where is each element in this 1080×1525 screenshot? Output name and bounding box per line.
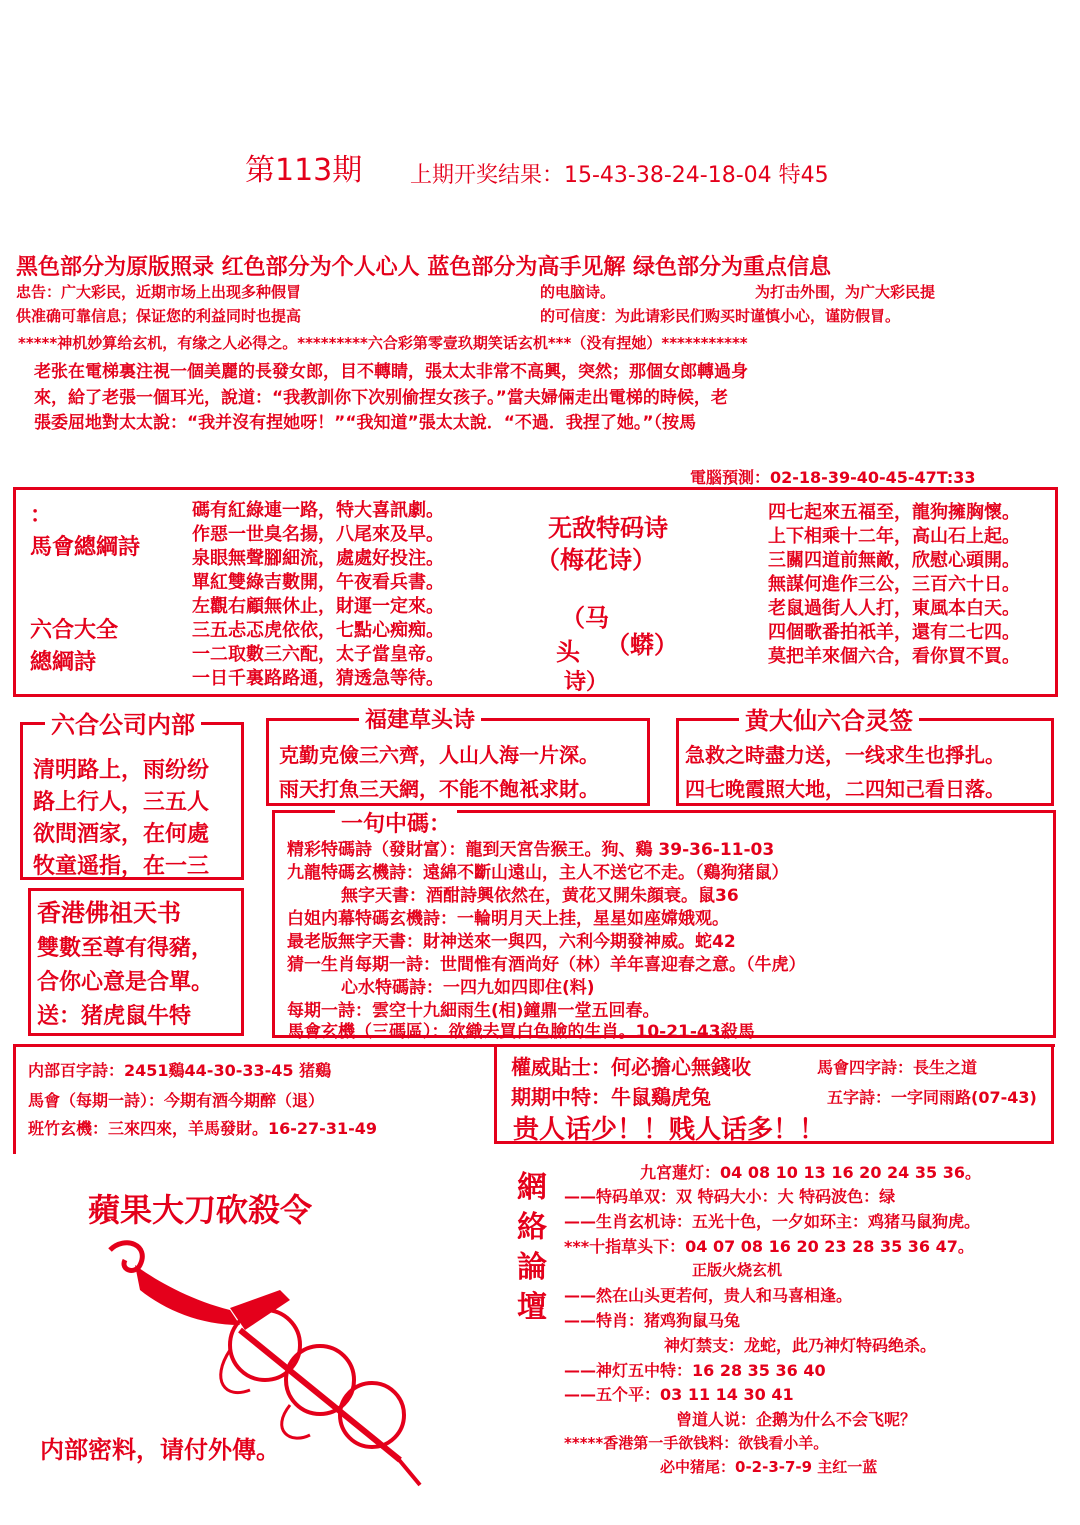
yiju-line: 最老版無字天書：財神送來一與四，六利今期發神威。蛇42 — [287, 932, 736, 952]
forum-line: ——神灯五中特：16 28 35 36 40 — [564, 1361, 826, 1380]
authority-tips: 權威貼士：何必擔心無錢收 — [511, 1055, 751, 1079]
forum-vertical-title — [512, 1168, 552, 1328]
company-line: 清明路上，雨纷纷 — [33, 758, 210, 783]
forum-line: 曾道人说：企鹅为什么不会飞呢？ — [676, 1410, 917, 1429]
company-line: 欲問酒家，在何處 — [33, 822, 210, 847]
company-line: 牧童遥指，在一三 — [33, 854, 210, 879]
yiju-title: 一句中碼： — [335, 807, 457, 838]
forum-line: 九宮蓮灯：04 08 10 13 16 20 24 35 36。 — [640, 1163, 981, 1182]
poem-line: 泉眼無聲腳細流，處處好投注。 — [192, 548, 444, 569]
forum-char: 絡 — [517, 1210, 547, 1245]
hk-line: 送：猪虎鼠牛特 — [37, 1004, 192, 1029]
fujian-box — [266, 708, 650, 806]
joke-line: 老张在電梯裏注視一個美麗的長發女郎，目不轉睛，張太太非常不高興，突然；那個女郎轉過身 — [34, 362, 748, 382]
forum-line: ——五个平：03 11 14 30 41 — [564, 1385, 794, 1404]
fujian-line: 雨天打魚三天網，不能不飽衹求財。 — [279, 777, 599, 801]
poem-line: 四個歌番拍祇羊，還有二七四。 — [768, 622, 1020, 643]
forum-char: 網 — [517, 1170, 547, 1205]
poem-line: 作惡一世臭名揚，八尾來及早。 — [192, 524, 444, 545]
four-word-poem: 馬會四字詩：長生之道 — [817, 1058, 978, 1077]
forum-char: 壇 — [517, 1290, 547, 1325]
fujian-title: 福建草头诗 — [359, 703, 481, 734]
forum-line: ——特肖：猪鸡狗鼠马兔 — [564, 1311, 741, 1330]
matou-title-2: 头 — [556, 638, 580, 666]
meihua-title: （梅花诗） — [536, 546, 656, 574]
poem-line: 碼有紅綠連一路，特大喜訊劇。 — [192, 500, 444, 521]
forum-line: ——然在山头更若何，贵人和马喜相逢。 — [564, 1286, 853, 1305]
notice-line2-b: 的可信度：为此请彩民们购买时谨慎小心，谨防假冒。 — [540, 307, 901, 325]
poem-line: 四七起來五福至，龍狗擁胸懷。 — [768, 502, 1020, 523]
joke-title: *****神机妙算给玄机，有缘之人必得之。*********六合彩第零壹玖期笑话玄机***（没有捏她）*********** — [18, 334, 748, 352]
computer-forecast: 電腦預測：02-18-39-40-45-47T:33 — [690, 468, 976, 487]
color-legend: 黑色部分为原版照录 红色部分为个人心人 蓝色部分为高手见解 绿色部分为重点信息 — [16, 255, 831, 280]
authority-box — [494, 1044, 1054, 1144]
company-box — [20, 711, 244, 880]
poem-line: 三關四道前無敵，欣慰心頭開。 — [768, 550, 1020, 571]
yiju-box — [272, 810, 1056, 1042]
huangdaxian-box — [676, 707, 1054, 806]
poem-line: 三五忐忑虎依依，七點心痴痴。 — [192, 620, 444, 641]
yiju-line: 心水特碼詩：一四九如四即住(料) — [341, 978, 595, 998]
yiju-line: 馬會玄機（三碼區）：欲織去買白色臉的生肖。10-21-43殺馬 — [287, 1022, 755, 1042]
poem-line: 上下相乘十二年，高山石上起。 — [768, 526, 1020, 547]
yiju-line: 精彩特碼詩（發財富）：龍到天宮告猴王。狗、鷄 39-36-11-03 — [287, 840, 775, 860]
poem-line: 一日千裏路路通，猜透急等待。 — [192, 668, 444, 689]
poem-line: 老鼠過街人人打，東風本白天。 — [768, 598, 1020, 619]
hk-title: 香港佛祖天书 — [37, 899, 181, 927]
matou-title-4: 诗） — [564, 670, 609, 695]
inner-line: 馬會（每期一詩）：今期有酒今期醉（退） — [28, 1091, 325, 1110]
mahui-label: 馬會總綱詩 — [30, 535, 141, 560]
poem-line: 莫把羊來個六合，看你買不買。 — [768, 646, 1020, 667]
yiju-line: 猜一生肖每期一詩：世間惟有酒尚好（林）羊年喜迎春之意。（牛虎） — [287, 955, 806, 975]
last-result: 上期开奖结果：15-43-38-24-18-04 特45 — [410, 163, 829, 188]
inner-line: 班竹玄機：三來四來，羊馬發財。16-27-31-49 — [28, 1119, 377, 1138]
yiju-line: 九龍特碼玄機詩：遠綿不斷山遠山，主人不送它不走。（鷄狗猪鼠） — [287, 863, 789, 883]
apple-footer: 内部密料，请付外傳。 — [40, 1436, 280, 1464]
huangdaxian-line: 四七晚霞照大地，二四知己看日落。 — [685, 777, 1005, 801]
forum-line: ——特码单双：双 特码大小：大 特码波色：绿 — [564, 1187, 896, 1206]
apple-title: 蘋果大刀砍殺令 — [88, 1191, 313, 1229]
forum-line: 神灯禁支：龙蛇，此乃神灯特码绝杀。 — [664, 1336, 937, 1355]
huangdaxian-title: 黄大仙六合灵签 — [739, 701, 919, 736]
slogan: 贵人话少！！贱人话多！！ — [513, 1115, 826, 1145]
notice-line1-b: 的电脑诗。 — [540, 283, 616, 301]
forum-line: ***十指草头下：04 07 08 16 20 23 28 35 36 47。 — [564, 1237, 974, 1256]
issue-number: 第113期 — [245, 153, 363, 188]
yiju-line: 每期一詩：雲空十九細雨生(相)鐘鼎一堂五回春。 — [287, 1001, 660, 1021]
notice-line1-a: 忠告：广大彩民，近期市场上出现多种假冒 — [16, 283, 302, 301]
poem-line: 無謀何進作三公，三百六十日。 — [768, 574, 1020, 595]
wudi-title: 无敌特码诗 — [548, 514, 668, 542]
poem-line: 左觀右顧無休止，財運一定來。 — [192, 596, 444, 617]
yiju-line: 白姐内幕特碼玄機詩：一輪明月天上挂，星星如座嫦娥观。 — [287, 909, 729, 929]
yiju-line: 無字天書：酒酣詩興依然在，黄花又開朱顔衰。鼠36 — [341, 886, 739, 906]
company-title: 六合公司内部 — [45, 705, 201, 740]
liuhe-label-1: 六合大全 — [30, 618, 119, 643]
forum-line: 正版火烧玄机 — [692, 1261, 783, 1279]
joke-line: 張委屈地對太太說：“我并沒有捏她呀！”“我知道”張太太說．“不過．我捏了她。”（按馬 — [34, 413, 697, 433]
forum-line: 必中猪尾：0-2-3-7-9 主红一蓝 — [660, 1458, 878, 1476]
joke-line: 來，給了老張一個耳光，說道：“我教訓你下次别偷捏女孩子。”當夫婦倆走出電梯的時候，老 — [34, 388, 728, 408]
matou-title-3: （蟒） — [606, 631, 678, 659]
liuhe-label-2: 總綱詩 — [30, 650, 97, 675]
notice-line2-a: 供准确可靠信息；保证您的利益同时也提高 — [16, 307, 302, 325]
hk-line: 合你心意是合單。 — [37, 970, 214, 995]
qiqi-zhongte: 期期中特：牛鼠鷄虎兔 — [511, 1085, 711, 1109]
five-word-poem: 五字詩：一字同雨路(07-43) — [827, 1088, 1037, 1107]
notice-line1-c: 为打击外围，为广大彩民提 — [755, 283, 936, 301]
forum-line: *****香港第一手欲钱料：欲钱看小羊。 — [564, 1434, 829, 1452]
hk-box — [28, 888, 244, 1036]
inner-line: 内部百字詩：2451鷄44-30-33-45 猪鷄 — [28, 1061, 332, 1080]
forum-char: 論 — [517, 1250, 547, 1285]
fujian-line: 克勤克儉三六齊，人山人海一片深。 — [279, 743, 599, 767]
forum-line: ——生肖玄机诗：五光十色，一夕如环主：鸡猪马鼠狗虎。 — [564, 1212, 981, 1231]
poem-line: 一二取數三六配，太子當皇帝。 — [192, 644, 444, 665]
company-line: 路上行人，三五人 — [33, 790, 210, 815]
main-poem-box — [13, 487, 1058, 697]
poem-line: 單紅雙綠吉數開，午夜看兵書。 — [192, 572, 444, 593]
matou-title-1: （马 — [561, 604, 609, 632]
hk-line: 雙數至尊有得豬， — [37, 936, 214, 961]
huangdaxian-line: 急救之時盡力送，一线求生也掙扎。 — [685, 743, 1005, 767]
box-mark: ： — [30, 503, 53, 528]
